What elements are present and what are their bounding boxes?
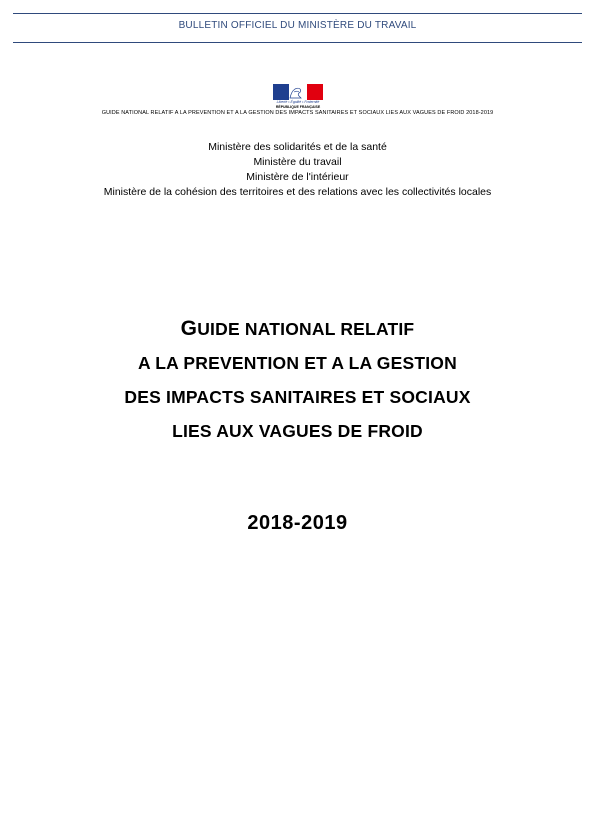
- marianne-icon: [286, 86, 306, 99]
- ministry-line: Ministère des solidarités et de la santé: [208, 141, 387, 153]
- ministry-line: Ministère du travail: [253, 156, 342, 168]
- logo-republique-francaise: RÉPUBLIQUE FRANÇAISE: [275, 105, 321, 109]
- title-line-3: DES IMPACTS SANITAIRES ET SOCIAUX: [124, 387, 471, 407]
- title-line-1: [0, 312, 595, 346]
- header-top-rule: [13, 13, 582, 14]
- title-line-4: LIES AUX VAGUES DE FROID: [172, 421, 423, 441]
- document-year: 2018-2019: [247, 512, 348, 534]
- ministry-line: Ministère de la cohésion des territoires et des relations avec les collectivités locales: [103, 186, 492, 198]
- ministries-list: [0, 140, 595, 200]
- title-line-2: A LA PREVENTION ET A LA GESTION: [138, 353, 457, 373]
- document-title: [0, 312, 595, 448]
- ministry-line: Ministère de l'intérieur: [246, 171, 349, 183]
- title-line-1-rest: UIDE NATIONAL RELATIF: [197, 319, 415, 339]
- republique-francaise-logo: [273, 84, 323, 110]
- bulletin-header: BULLETIN OFFICIEL DU MINISTÈRE DU TRAVAIL: [178, 20, 417, 31]
- header-bottom-rule: [13, 42, 582, 43]
- logo-motto: Liberté • Égalité • Fraternité: [276, 100, 320, 104]
- running-title: GUIDE NATIONAL RELATIF A LA PREVENTION ET A LA GESTION DES IMPACTS SANITAIRES ET SOCIAUX LIES AUX VAGUES DE FROID 2018-2019: [101, 110, 494, 116]
- title-initial: G: [180, 317, 198, 340]
